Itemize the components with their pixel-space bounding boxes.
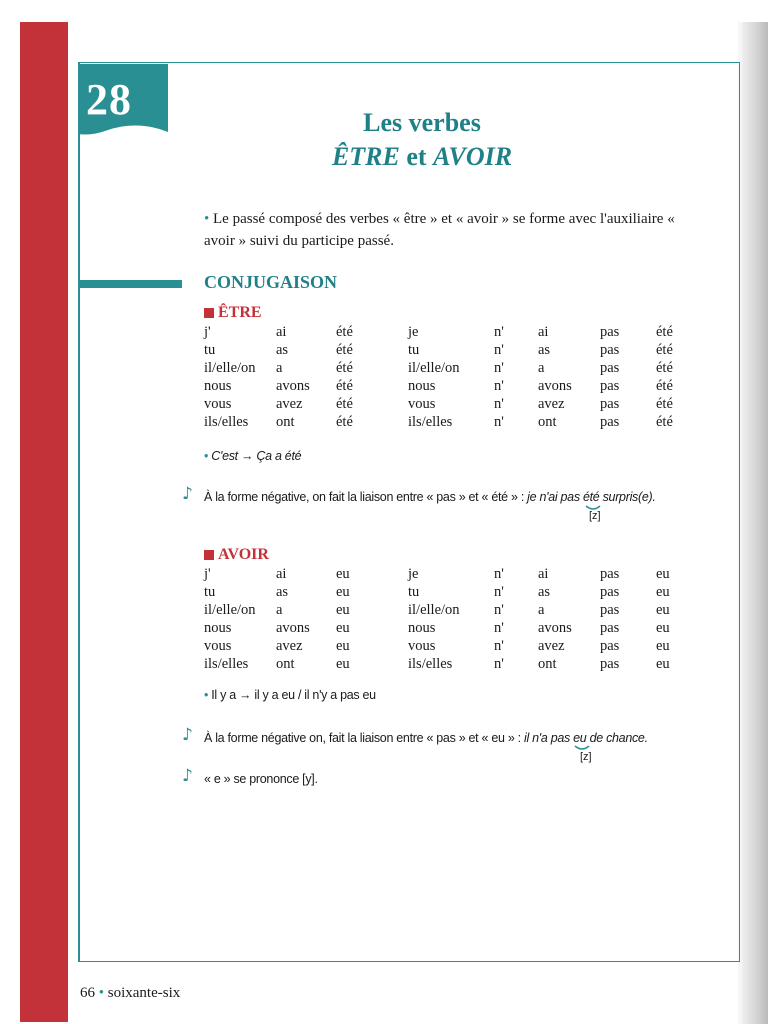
etre-cell: été: [336, 360, 353, 376]
avoir-cell: eu: [336, 602, 350, 618]
avoir-liaison-text: À la forme négative on, fait la liaison entre « pas » et « eu » :: [204, 731, 524, 745]
avoir-cell: ont: [276, 656, 295, 672]
avoir-cell: pas: [600, 584, 620, 600]
avoir-cell: eu: [656, 566, 670, 582]
avoir-cell: pas: [600, 656, 620, 672]
etre-cell: été: [656, 342, 673, 358]
etre-cell: pas: [600, 324, 620, 340]
etre-cell: ont: [276, 414, 295, 430]
etre-liaison-example: je n'ai pas été surpris(e).: [527, 490, 656, 504]
avoir-cell: eu: [336, 584, 350, 600]
avoir-cell: n': [494, 638, 504, 654]
etre-cell: ai: [276, 324, 287, 340]
avoir-cell: nous: [204, 620, 232, 636]
avoir-cell: avons: [538, 620, 572, 636]
bullet-icon: •: [204, 688, 212, 702]
etre-cell: j': [204, 324, 211, 340]
etre-cell: vous: [408, 396, 436, 412]
etre-cell: été: [336, 396, 353, 412]
avoir-cell: as: [276, 584, 289, 600]
avoir-heading-text: AVOIR: [218, 546, 269, 563]
avoir-cell: n': [494, 584, 504, 600]
page-subtitle: [0, 142, 768, 172]
music-note-icon: ♪: [182, 725, 193, 745]
avoir-cell: a: [538, 602, 545, 618]
avoir-cell: eu: [336, 638, 350, 654]
etre-cell: tu: [408, 342, 420, 358]
etre-note: [204, 449, 301, 463]
avoir-heading: [204, 546, 269, 564]
page-title: Les verbes: [363, 108, 481, 137]
avoir-cell: ont: [538, 656, 557, 672]
avoir-cell: avez: [538, 638, 565, 654]
avoir-cell: pas: [600, 620, 620, 636]
etre-note-b: Ça a été: [256, 449, 302, 463]
etre-cell: pas: [600, 396, 620, 412]
avoir-cell: eu: [656, 602, 670, 618]
avoir-cell: eu: [656, 584, 670, 600]
avoir-cell: pas: [600, 602, 620, 618]
avoir-cell: n': [494, 656, 504, 672]
avoir-cell: pas: [600, 638, 620, 654]
page-number: 66: [80, 985, 95, 1001]
etre-cell: je: [408, 324, 419, 340]
avoir-cell: avez: [276, 638, 303, 654]
etre-cell: n': [494, 414, 504, 430]
avoir-cell: il/elle/on: [204, 602, 256, 618]
etre-cell: a: [538, 360, 545, 376]
etre-cell: n': [494, 324, 504, 340]
avoir-cell: avons: [276, 620, 310, 636]
avoir-cell: as: [538, 584, 551, 600]
etre-cell: nous: [204, 378, 232, 394]
avoir-liaison-note: [204, 731, 648, 745]
etre-cell: été: [336, 414, 353, 430]
avoir-cell: eu: [656, 656, 670, 672]
etre-cell: as: [276, 342, 289, 358]
etre-cell: n': [494, 396, 504, 412]
etre-cell: ils/elles: [408, 414, 453, 430]
avoir-note-text: Il y a → il y a eu / il n'y a pas eu: [211, 688, 376, 702]
avoir-cell: ils/elles: [408, 656, 453, 672]
arrow-icon: →: [241, 449, 254, 463]
etre-cell: pas: [600, 342, 620, 358]
bullet-icon: •: [204, 211, 214, 227]
chapter-number: 28: [86, 75, 132, 124]
etre-cell: tu: [204, 342, 216, 358]
avoir-cell: eu: [656, 638, 670, 654]
page-number-words: soixante-six: [107, 985, 181, 1001]
etre-cell: avez: [276, 396, 303, 412]
avoir-note: [204, 688, 376, 702]
avoir-liaison-example: il n'a pas eu de chance.: [524, 731, 648, 745]
etre-cell: il/elle/on: [408, 360, 460, 376]
avoir-cell: eu: [656, 620, 670, 636]
etre-heading-text: ÊTRE: [218, 304, 262, 321]
avoir-cell: eu: [336, 566, 350, 582]
etre-liaison-note: [204, 490, 656, 504]
red-square-icon: [204, 308, 214, 318]
avoir-cell: tu: [204, 584, 216, 600]
etre-cell: as: [538, 342, 551, 358]
etre-cell: pas: [600, 378, 620, 394]
page-gutter-shadow: [742, 22, 768, 1024]
section-marker-bar: [78, 280, 182, 288]
avoir-pronunciation-note: « e » se prononce [y].: [204, 772, 318, 786]
etre-heading: [204, 304, 262, 322]
avoir-cell: tu: [408, 584, 420, 600]
etre-cell: pas: [600, 360, 620, 376]
etre-cell: avez: [538, 396, 565, 412]
etre-cell: ont: [538, 414, 557, 430]
footer-bullet-icon: •: [98, 985, 105, 1001]
avoir-cell: n': [494, 602, 504, 618]
etre-cell: avons: [538, 378, 572, 394]
etre-cell: été: [656, 396, 673, 412]
etre-cell: été: [336, 378, 353, 394]
etre-cell: il/elle/on: [204, 360, 256, 376]
avoir-cell: je: [408, 566, 419, 582]
etre-note-a: C'est: [211, 449, 238, 463]
etre-cell: avons: [276, 378, 310, 394]
title-avoir: AVOIR: [433, 142, 513, 171]
etre-cell: été: [336, 342, 353, 358]
avoir-cell: eu: [336, 656, 350, 672]
etre-cell: été: [656, 360, 673, 376]
red-square-icon: [204, 550, 214, 560]
etre-cell: vous: [204, 396, 232, 412]
avoir-cell: pas: [600, 566, 620, 582]
etre-cell: nous: [408, 378, 436, 394]
page-footer: [80, 985, 180, 1002]
section-title: CONJUGAISON: [204, 272, 338, 292]
avoir-cell: n': [494, 620, 504, 636]
intro-text: Le passé composé des verbes « être » et « avoir » se forme avec l'auxiliaire « avoir » suivi du participe passé.: [204, 211, 675, 249]
etre-cell: été: [656, 414, 673, 430]
avoir-cell: ai: [276, 566, 287, 582]
etre-ipa: [z]: [589, 510, 601, 522]
page-frame: [78, 62, 740, 962]
etre-cell: ai: [538, 324, 549, 340]
avoir-cell: nous: [408, 620, 436, 636]
etre-cell: été: [656, 324, 673, 340]
avoir-cell: il/elle/on: [408, 602, 460, 618]
etre-cell: n': [494, 342, 504, 358]
etre-cell: pas: [600, 414, 620, 430]
intro-paragraph: [204, 208, 704, 252]
etre-cell: n': [494, 360, 504, 376]
music-note-icon: ♪: [182, 484, 193, 504]
etre-cell: n': [494, 378, 504, 394]
title-et: et: [399, 142, 434, 171]
red-margin-bar: [20, 22, 68, 1022]
avoir-cell: a: [276, 602, 283, 618]
etre-cell: a: [276, 360, 283, 376]
avoir-cell: eu: [336, 620, 350, 636]
avoir-cell: vous: [204, 638, 232, 654]
etre-cell: été: [336, 324, 353, 340]
etre-cell: été: [656, 378, 673, 394]
music-note-icon: ♪: [182, 766, 193, 786]
avoir-cell: j': [204, 566, 211, 582]
title-etre: ÊTRE: [331, 142, 400, 171]
avoir-cell: ai: [538, 566, 549, 582]
bullet-icon: •: [204, 449, 212, 463]
etre-cell: ils/elles: [204, 414, 249, 430]
etre-liaison-text: À la forme négative, on fait la liaison entre « pas » et « été » :: [204, 490, 528, 504]
avoir-cell: ils/elles: [204, 656, 249, 672]
avoir-cell: n': [494, 566, 504, 582]
avoir-cell: vous: [408, 638, 436, 654]
avoir-ipa: [z]: [580, 751, 592, 763]
page-frame-left: [78, 62, 80, 962]
